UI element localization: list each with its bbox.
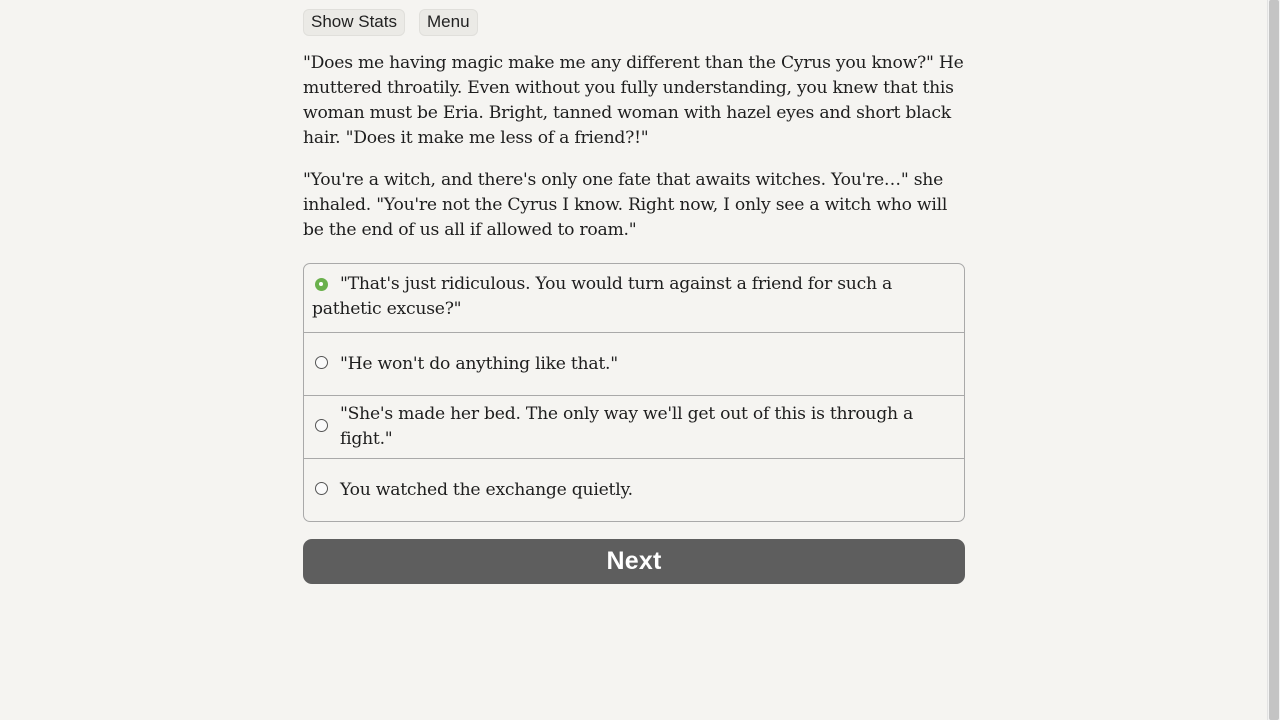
radio-unselected-icon[interactable] <box>315 482 328 495</box>
choice-option-3[interactable] <box>304 395 964 458</box>
choice-option-4[interactable] <box>304 458 964 521</box>
next-button[interactable]: Next <box>303 539 965 584</box>
choice-label: You watched the exchange quietly. <box>340 479 633 500</box>
scrollbar-thumb[interactable] <box>1269 0 1279 720</box>
story-paragraph: "You're a witch, and there's only one fate that awaits witches. You're…" she inhaled. "You're not the Cyrus I know. Right now, I only see a witch who will be the end of us all if allowed to roam." <box>303 170 948 240</box>
choice-option-1[interactable] <box>304 264 964 332</box>
choice-label: "He won't do anything like that." <box>340 353 618 374</box>
choice-label: "She's made her bed. The only way we'll get out of this is through a fight." <box>340 404 914 449</box>
choice-list <box>303 263 965 522</box>
show-stats-button[interactable]: Show Stats <box>303 9 405 36</box>
radio-unselected-icon[interactable] <box>315 419 328 432</box>
top-toolbar <box>303 9 478 36</box>
story-text <box>303 51 967 260</box>
radio-selected-icon[interactable] <box>315 278 328 291</box>
choice-label: "That's just ridiculous. You would turn against a friend for such a pathetic excuse?" <box>312 274 892 319</box>
radio-unselected-icon[interactable] <box>315 356 328 369</box>
scrollbar-track[interactable] <box>1267 0 1280 720</box>
menu-button[interactable]: Menu <box>419 9 478 36</box>
choice-option-2[interactable] <box>304 332 964 395</box>
story-paragraph: "Does me having magic make me any different than the Cyrus you know?" He muttered throatily. Even without you fully understanding, you knew that this woman must be Eria. Bright, tanned woman with hazel eyes and short black hair. "Does it make me less of a friend?!" <box>303 53 964 148</box>
